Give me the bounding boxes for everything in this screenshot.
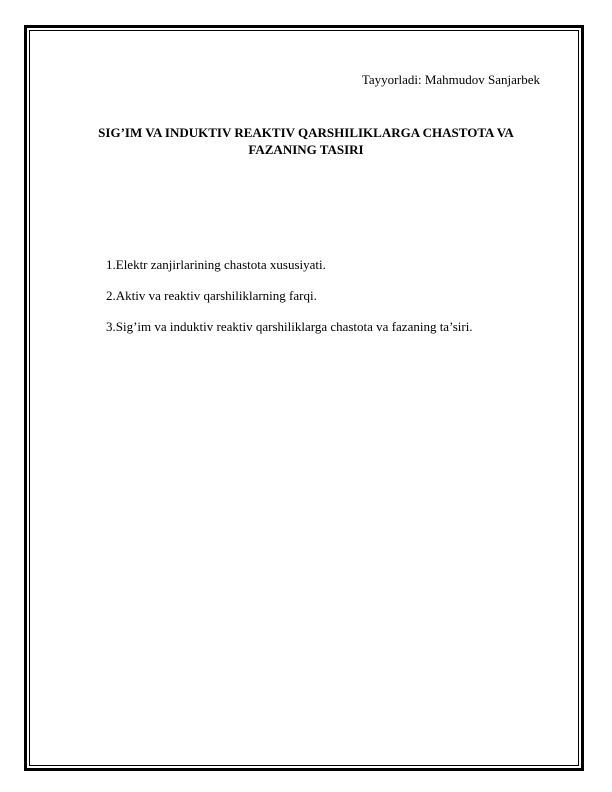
plan-list bbox=[106, 257, 473, 350]
author-line: Tayyorladi: Mahmudov Sanjarbek bbox=[361, 72, 540, 87]
plan-item-2: 2.Aktiv va reaktiv qarshiliklarning farqi. bbox=[106, 288, 317, 303]
plan-item-3: 3.Sig’im va induktiv reaktiv qarshiliklarga chastota va fazaning ta’siri. bbox=[106, 319, 473, 334]
title-line-2: FAZANING TASIRI bbox=[248, 142, 364, 157]
title-line-1: SIG’IM VA INDUKTIV REAKTIV QARSHILIKLARGA CHASTOTA VA bbox=[98, 125, 514, 140]
plan-item-1: 1.Elektr zanjirlarining chastota xususiyati. bbox=[106, 257, 326, 272]
document-title bbox=[60, 124, 552, 158]
